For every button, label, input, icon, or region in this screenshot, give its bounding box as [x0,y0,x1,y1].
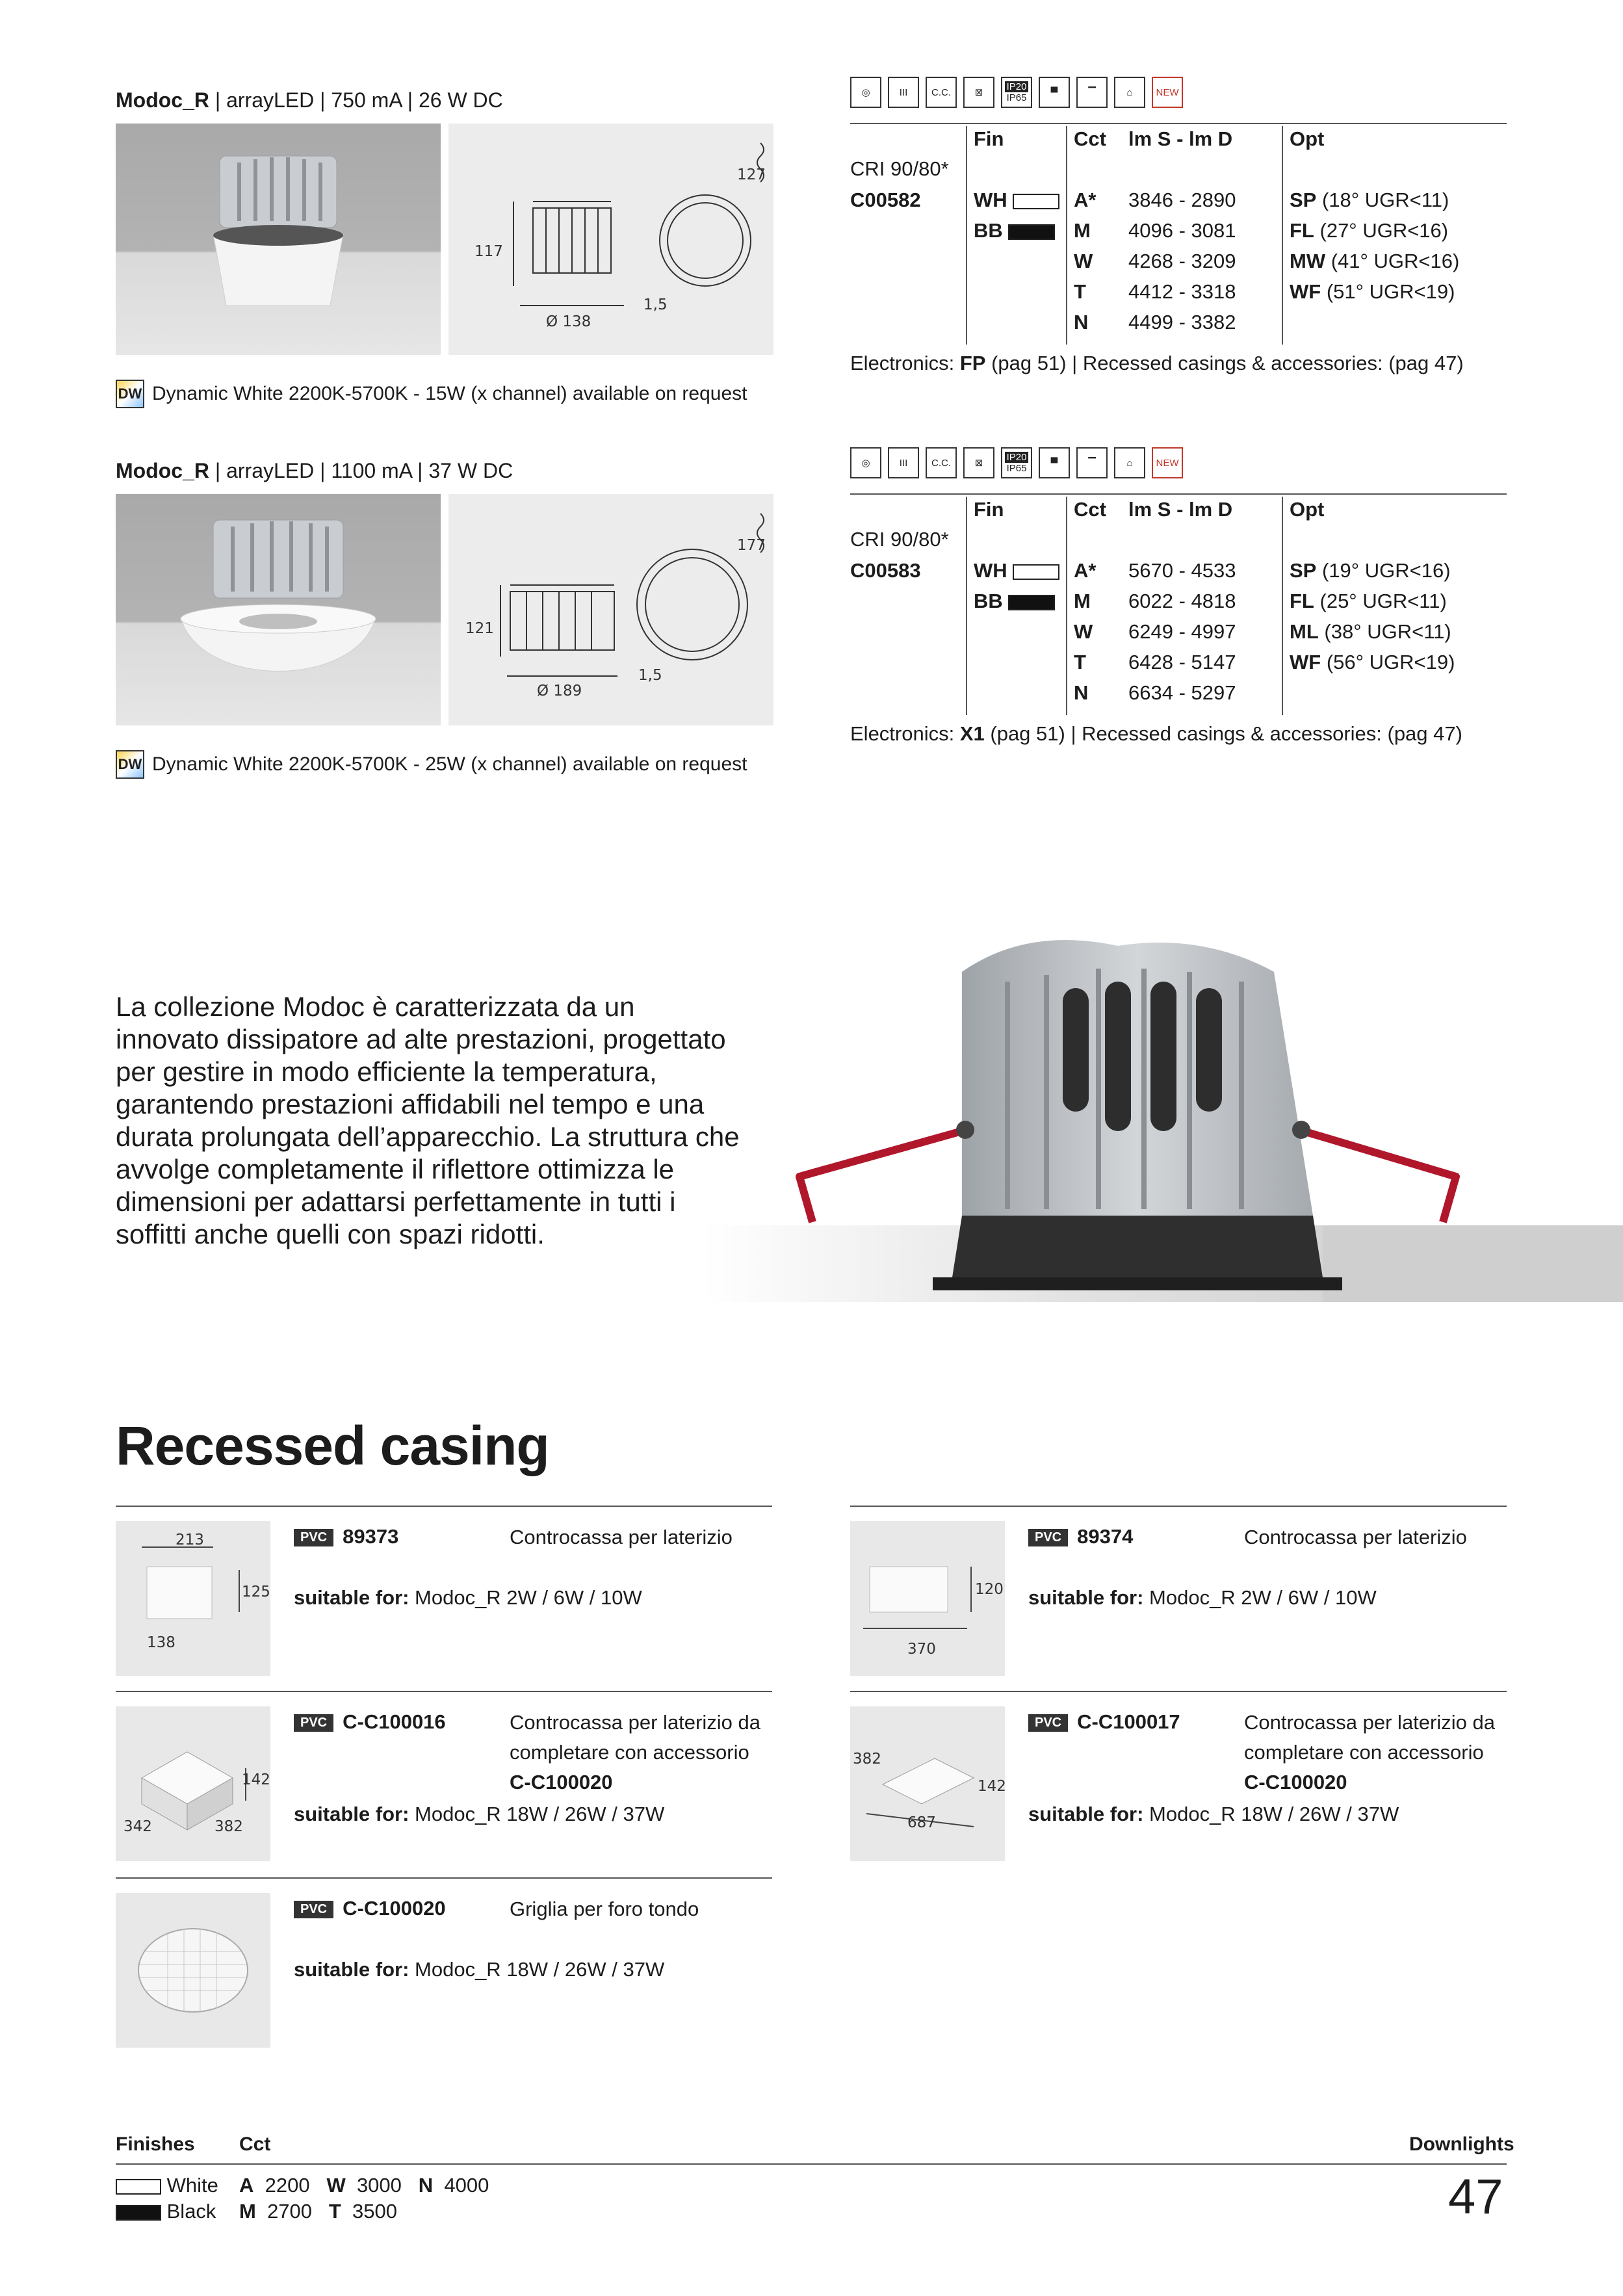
divider [116,1877,772,1879]
cct-n: N [1074,311,1089,333]
dimmable-icon: ◎ [850,77,881,108]
cct-t: T [1074,651,1086,673]
accessory-description: Controcassa per laterizio da completare con accessorio C-C100020 [510,1711,760,1794]
divider [116,1691,772,1692]
technical-drawing [448,124,773,355]
dim-depth: 382 [214,1818,243,1835]
downlight-photo [116,124,441,355]
cct-legend-row: A 2200 W 3000 N 4000 [239,2174,489,2197]
dim-edge: 1,5 [643,296,668,313]
footer-divider [116,2163,1507,2165]
divider [850,123,1507,124]
lumen-value: 5670 - 4533 [1128,559,1236,582]
accessory-suitable: suitable for: Modoc_R 18W / 26W / 37W [294,1958,665,1981]
divider [850,493,1507,495]
dim-diameter: Ø 189 [537,683,582,699]
dim-length: 687 [907,1814,936,1831]
accessory-description: Controcassa per laterizio [510,1526,733,1548]
dim-width: 213 [175,1532,204,1548]
grille-drawing [116,1893,270,2048]
accessory-image-89374 [850,1521,1005,1676]
flush-icon: ⌂ [1114,77,1145,108]
constant-current-icon: C.C. [926,447,957,478]
dimmable-icon: ◎ [850,447,881,478]
lumen-value: 4412 - 3318 [1128,280,1236,303]
dim-height: 142 [242,1771,270,1788]
certification-icons [850,77,1183,108]
divider [116,1506,772,1507]
header-cct: Cct [1074,498,1106,521]
accessory-image-c-c100016 [116,1706,270,1861]
finish-black: Black [116,2200,216,2223]
cri-label: CRI 90/80* [850,157,949,180]
electronics-line: Electronics: FP (pag 51) | Recessed casings & accessories: (pag 47) [850,352,1464,374]
spec-table-c00582 [850,126,1507,347]
accessory-suitable: suitable for: Modoc_R 2W / 6W / 10W [1028,1586,1377,1609]
cct-legend-row: M 2700 T 3500 [239,2200,398,2223]
finish-white: White [116,2174,218,2197]
pvc-badge: PVC [294,1714,333,1732]
accessory-image-c-c100017 [850,1706,1005,1861]
optic-option: SP (18° UGR<11) [1290,189,1449,211]
dim-height: 121 [465,620,494,637]
certification-icons [850,447,1183,478]
dim-width: 342 [123,1818,152,1835]
product-title: Modoc_R | arrayLED | 750 mA | 26 W DC [116,88,503,112]
dim-cut: 127 [737,166,766,183]
ceiling-icon: ▔ [1076,77,1108,108]
lumen-value: 4499 - 3382 [1128,311,1236,333]
product-title: Modoc_R | arrayLED | 1100 mA | 37 W DC [116,459,513,482]
cct-n: N [1074,681,1089,704]
technical-drawing [448,494,773,725]
white-swatch [116,2179,161,2195]
hero-image [702,923,1623,1313]
divider [850,1691,1507,1692]
accessory-description: Griglia per foro tondo [510,1898,699,1920]
downlight-hero-illustration [702,923,1623,1313]
product-photo [116,124,441,355]
cct-t: T [1074,280,1086,303]
header-fin: Fin [974,498,1004,521]
lumen-value: 6428 - 5147 [1128,651,1236,673]
optic-option: FL (27° UGR<16) [1290,219,1449,242]
accessory-description: Controcassa per laterizio [1244,1526,1467,1548]
lumen-value: 6022 - 4818 [1128,590,1236,612]
accessory-suitable: suitable for: Modoc_R 18W / 26W / 37W [294,1803,665,1825]
dim-cut: 177 [737,537,766,554]
cct-w: W [1074,620,1093,643]
recessed-icon: ▀ [1039,77,1070,108]
optic-option: ML (38° UGR<11) [1290,620,1451,643]
optic-option: MW (41° UGR<16) [1290,250,1460,272]
accessory-code: PVC C-C100017 [1028,1710,1180,1734]
lumen-value: 3846 - 2890 [1128,189,1236,211]
header-opt: Opt [1290,127,1325,150]
accessory-code: PVC C-C100016 [294,1710,446,1734]
header-opt: Opt [1290,498,1325,521]
cct-a: A* [1074,559,1097,582]
dim-height: 120 [975,1581,1004,1598]
accessory-suitable: suitable for: Modoc_R 2W / 6W / 10W [294,1586,642,1609]
pvc-badge: PVC [1028,1529,1068,1546]
dim-height: 125 [242,1584,270,1600]
no-insulation-icon: ⊠ [963,447,994,478]
electronics-line: Electronics: X1 (pag 51) | Recessed casings & accessories: (pag 47) [850,722,1462,745]
dim-width: 382 [853,1751,881,1768]
dynamic-white-note: DW Dynamic White 2200K-5700K - 25W (x channel) available on request [116,750,747,779]
class-iii-icon: III [888,77,919,108]
pvc-badge: PVC [294,1901,333,1918]
lumen-value: 4268 - 3209 [1128,250,1236,272]
optic-option: WF (51° UGR<19) [1290,280,1455,303]
lumen-value: 4096 - 3081 [1128,219,1236,242]
cri-label: CRI 90/80* [850,528,949,551]
no-insulation-icon: ⊠ [963,77,994,108]
accessory-image-c-c100020 [116,1893,270,2048]
product-code: C00583 [850,559,921,582]
white-swatch [1013,194,1059,209]
header-lumen: lm S - lm D [1128,498,1233,521]
dim-diameter: Ø 138 [546,313,591,330]
constant-current-icon: C.C. [926,77,957,108]
dim-height: 117 [474,243,503,260]
page-number: 47 [1448,2169,1503,2224]
accessory-image-89373 [116,1521,270,1676]
cct-a: A* [1074,189,1097,211]
cct-m: M [1074,590,1091,612]
dim-edge: 1,5 [638,667,662,684]
class-iii-icon: III [888,447,919,478]
finish-wh: WH [974,189,1059,212]
accessory-code: PVC C-C100020 [294,1897,446,1920]
flush-icon: ⌂ [1114,447,1145,478]
finish-bb: BB [974,219,1055,242]
header-lumen: lm S - lm D [1128,127,1233,150]
black-swatch [1008,224,1055,240]
new-badge-icon: NEW [1152,77,1183,108]
divider [850,1506,1507,1507]
optic-option: SP (19° UGR<16) [1290,559,1451,582]
pvc-badge: PVC [294,1529,333,1546]
accessory-description: Controcassa per laterizio da completare con accessorio C-C100020 [1244,1711,1495,1794]
accessory-suitable: suitable for: Modoc_R 18W / 26W / 37W [1028,1803,1399,1825]
finish-wh: WH [974,559,1059,582]
dim-height: 142 [978,1778,1006,1795]
recessed-icon: ▀ [1039,447,1070,478]
intro-paragraph: La collezione Modoc è caratterizzata da un innovato dissipatore ad alte prestazioni, progettato per gestire in modo efficiente la temperatura, garantendo prestazioni affidabili nel tempo e una durata prolungata dell’apparecchio. La struttura che avvolge completamente il riflettore ottimizza le dimensioni per adattarsi perfettamente in tutti i soffitti anche quelli con spazi ridotti. [116,991,740,1249]
spec-table-c00583 [850,497,1507,718]
black-swatch [1008,595,1055,610]
dynamic-white-icon: DW [116,380,144,408]
downlight-photo [116,494,441,725]
ip-rating-icon: IP20 IP65 [1001,77,1032,108]
new-badge-icon: NEW [1152,447,1183,478]
lumen-value: 6249 - 4997 [1128,620,1236,643]
ip-rating-icon: IP20 IP65 [1001,447,1032,478]
dimension-drawing [448,124,773,355]
header-fin: Fin [974,127,1004,150]
product-photo [116,494,441,725]
cct-w: W [1074,250,1093,272]
ceiling-icon: ▔ [1076,447,1108,478]
cct-m: M [1074,219,1091,242]
dynamic-white-icon: DW [116,750,144,779]
optic-option: WF (56° UGR<19) [1290,651,1455,673]
accessory-code: PVC 89374 [1028,1525,1133,1548]
white-swatch [1013,564,1059,580]
category-label: Downlights [1409,2133,1514,2155]
lumen-value: 6634 - 5297 [1128,681,1236,704]
dim-depth: 138 [147,1634,175,1651]
finish-bb: BB [974,590,1055,613]
cct-label: Cct [239,2133,271,2155]
optic-option: FL (25° UGR<11) [1290,590,1447,612]
pvc-badge: PVC [1028,1714,1068,1732]
finishes-label: Finishes [116,2133,195,2155]
section-title: Recessed casing [116,1415,549,1476]
header-cct: Cct [1074,127,1106,150]
dimension-drawing [448,494,773,725]
dim-width: 370 [907,1641,936,1658]
dynamic-white-note: DW Dynamic White 2200K-5700K - 15W (x channel) available on request [116,380,747,408]
product-code: C00582 [850,189,921,211]
accessory-code: PVC 89373 [294,1525,398,1548]
black-swatch [116,2205,161,2221]
